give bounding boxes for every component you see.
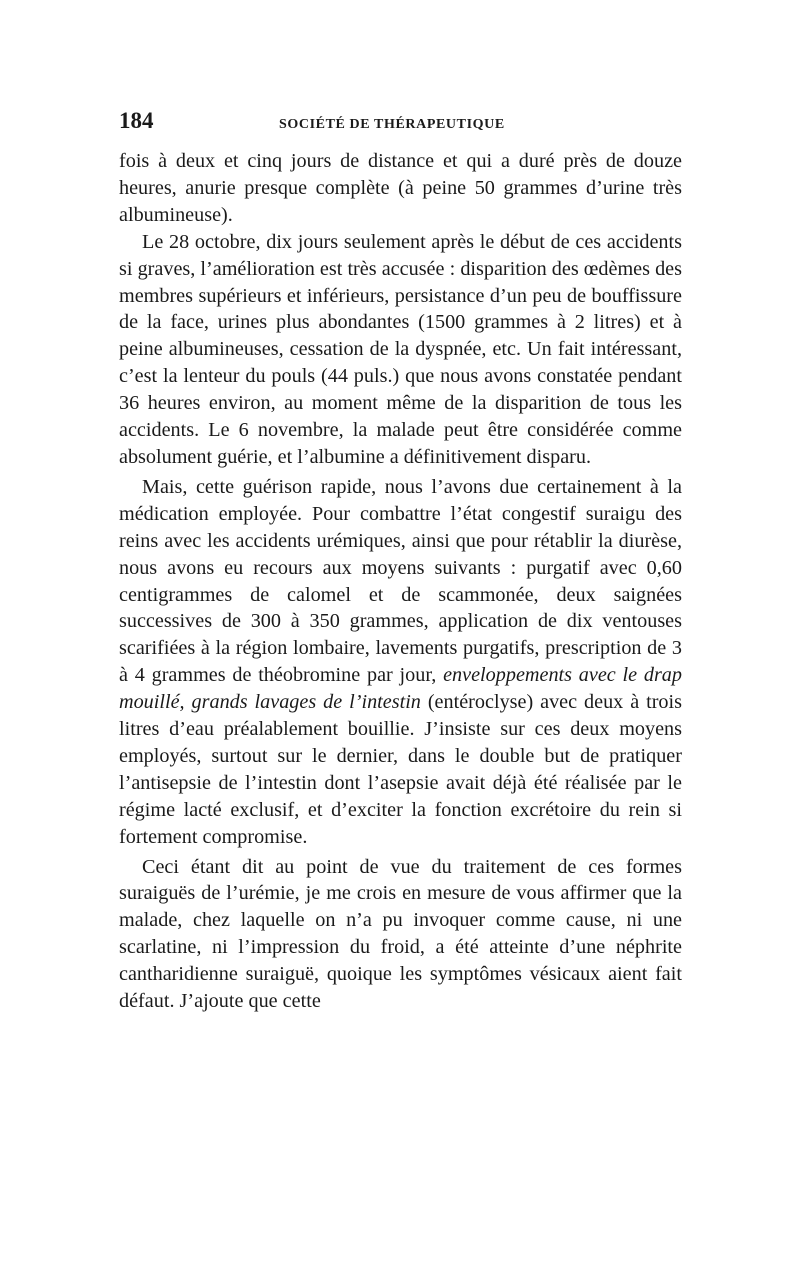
paragraph-1	[119, 148, 682, 229]
running-title: SOCIÉTÉ DE THÉRAPEUTIQUE	[279, 117, 505, 132]
page-header	[119, 108, 682, 148]
paragraph-2	[119, 229, 682, 471]
body-text	[119, 148, 682, 1015]
italic-emphasis: enveloppements avec le drap mouillé, grands lavages de l’intestin	[119, 664, 682, 714]
paragraph-4	[119, 854, 682, 1015]
page-number: 184	[119, 108, 154, 133]
paragraph-text: Ceci étant dit au point de vue du traitement de ces formes suraiguës de l’urémie, je me crois en mesure de vous affirmer que la malade, chez laquelle on n’a pu invoquer comme cause, ni une scarlatine, ni l’impression du froid, a été atteinte d’une néphrite cantharidienne suraiguë, quoique les symptômes vésicaux aient fait défaut. J’ajoute que cette	[119, 855, 682, 1013]
paragraph-text: Le 28 octobre, dix jours seulement après le début de ces accidents si graves, l’amélioration est très accusée : disparition des œdèmes des membres supérieurs et inférieurs, persistance d’un peu de bouffissure de la face, urines plus abondantes (1500 grammes à 2 litres) et à peine albumineuses, cessation de la dyspnée, etc. Un fait intéressant, c’est la lenteur du pouls (44 puls.) que nous avons constatée pendant 36 heures environ, au moment même de la disparition de tous les accidents. Le 6 novembre, la malade peut être considérée comme absolument guérie, et l’albumine a définitivement disparu.	[119, 230, 682, 468]
paragraph-text: Mais, cette guérison rapide, nous l’avons due certainement à la médication employée. Pour combattre l’état congestif suraigu des reins avec les accidents urémiques, ainsi que pour rétablir la diurèse, nous avons eu recours aux moyens suivants : purgatif avec 0,60 centigrammes de calomel et de scammonée, deux saignées successives de 300 à 350 grammes, application de dix ventouses scarifiées à la région lombaire, lavements purgatifs, prescription de 3 à 4 grammes de théobromine par jour,	[119, 475, 682, 687]
paragraph-text: fois à deux et cinq jours de distance et qui a duré près de douze heures, anurie presque complète (à peine 50 grammes d’urine très albumineuse).	[119, 150, 682, 226]
paragraph-3	[119, 474, 682, 851]
book-page	[119, 108, 682, 1015]
paragraph-text: (entéroclyse) avec deux à trois litres d’eau préalablement bouillie. J’insiste sur ces deux moyens employés, surtout sur le dernier, dans le double but de pratiquer l’antisepsie de l’intestin dont l’asepsie avait déjà été réalisée par le régime lacté exclusif, et d’exciter la fonction excrétoire du rein si fortement compromise.	[119, 691, 682, 848]
